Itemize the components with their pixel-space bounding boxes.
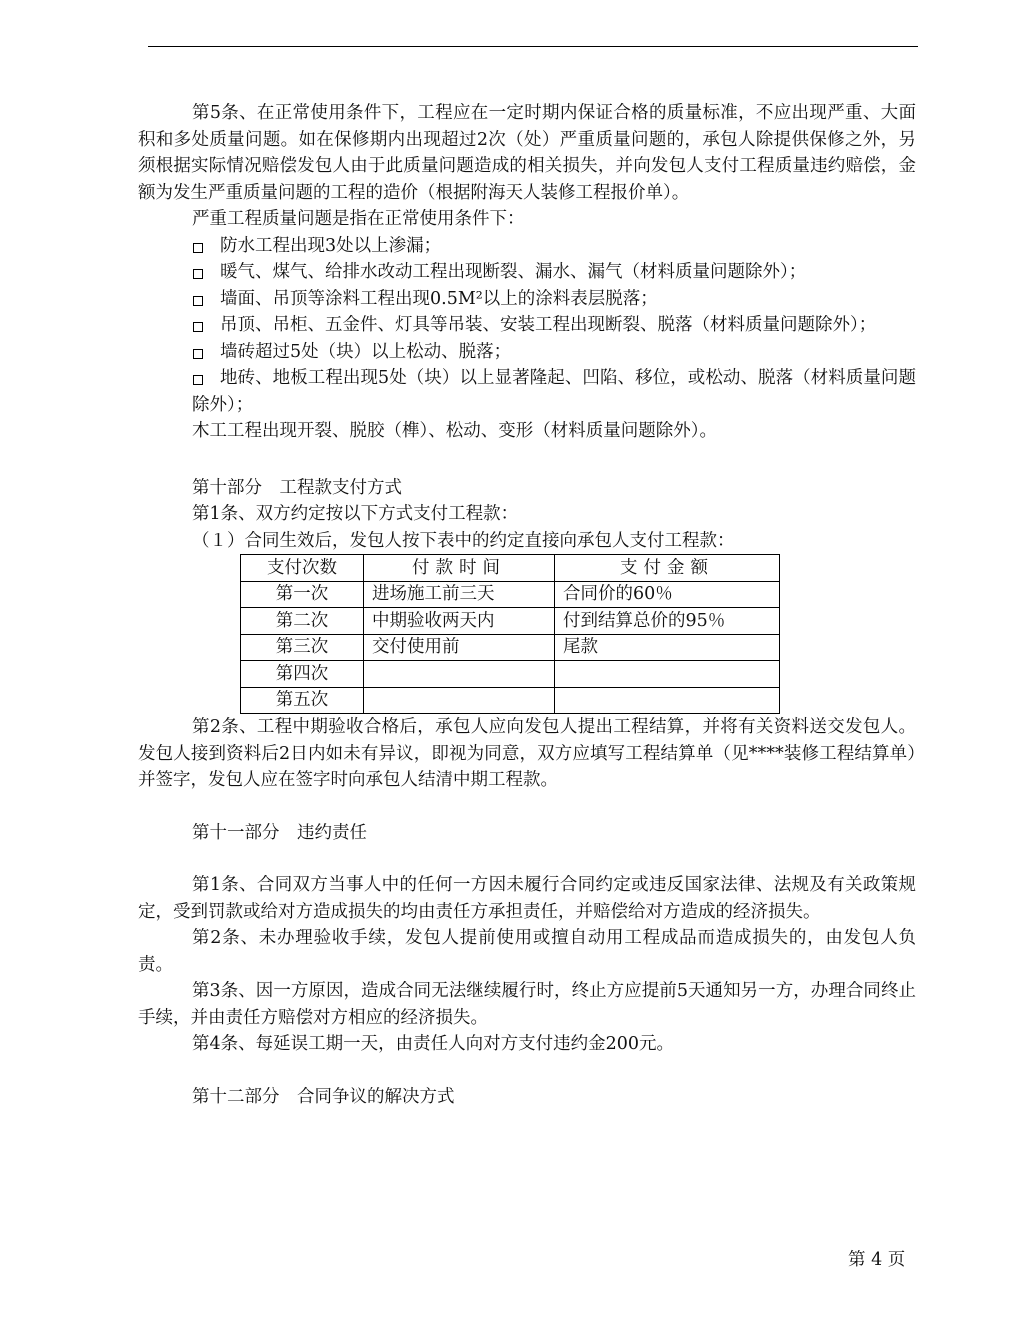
list-item-text: 墙砖超过5处（块）以上松动、脱落； [220, 341, 512, 362]
definition-intro: 严重工程质量问题是指在正常使用条件下： [192, 209, 525, 229]
checkbox-bullet-icon [193, 269, 203, 279]
list-item-text: 墙面、吊顶等涂料工程出现0.5M²以上的涂料表层脱落； [220, 288, 658, 309]
table-row [241, 661, 780, 688]
checkbox-bullet-icon [193, 296, 203, 306]
table-cell: 第二次 [241, 608, 364, 635]
table-row [241, 634, 780, 661]
document-body [138, 100, 916, 1110]
table-cell [555, 687, 780, 714]
list-item-text: 吊顶、吊柜、五金件、灯具等吊装、安装工程出现断裂、脱落（材料质量问题除外）； [220, 315, 877, 335]
list-item-text: 地砖、地板工程出现5处（块）以上显著隆起、凹陷、移位，或松动、脱落（材料质量问题除外）； [192, 368, 916, 415]
page-number: 第 4 页 [848, 1250, 906, 1270]
table-header-cell: 支付金额 [555, 555, 780, 582]
checkbox-bullet-icon [193, 243, 203, 253]
part11-article-4: 第4条、每延误工期一天，由责任人向对方支付违约金200元。 [192, 1034, 675, 1054]
section-heading-part-10: 第十部分 工程款支付方式 [192, 477, 402, 498]
table-row [241, 687, 780, 714]
list-item [138, 233, 916, 260]
list-item [138, 259, 916, 286]
part10-article-2: 第2条、工程中期验收合格后，承包人应向发包人提出工程结算，并将有关资料送交发包人。发包人接到资料后2日内如未有异议，即视为同意，双方应填写工程结算单（见****装修工程结算单）并签字，发包人应在签字时向承包人结清中期工程款。 [138, 717, 916, 790]
payment-schedule-table [240, 554, 780, 714]
table-header-cell: 支付次数 [241, 555, 364, 582]
section-heading-part-12: 第十二部分 合同争议的解决方式 [192, 1086, 455, 1107]
table-cell [364, 661, 555, 688]
list-item [138, 312, 916, 339]
table-cell: 进场施工前三天 [364, 581, 555, 608]
article-5-paragraph: 第5条、在正常使用条件下，工程应在一定时期内保证合格的质量标准，不应出现严重、大面积和多处质量问题。如在保修期内出现超过2次（处）严重质量问题的，承包人除提供保修之外，另须根据实际情况赔偿发包人由于此质量问题造成的相关损失，并向发包人支付工程质量违约赔偿，金额为发生严重质量问题的工程的造价（根据附海天人装修工程报价单）。 [138, 103, 916, 203]
table-row [241, 581, 780, 608]
list-item [138, 365, 916, 418]
table-cell: 中期验收两天内 [364, 608, 555, 635]
table-cell: 第四次 [241, 661, 364, 688]
header-rule [148, 46, 918, 47]
checkbox-bullet-icon [193, 349, 203, 359]
table-cell: 第一次 [241, 581, 364, 608]
part10-sub-1: （１）合同生效后，发包人按下表中的约定直接向承包人支付工程款： [192, 530, 735, 551]
table-cell: 第三次 [241, 634, 364, 661]
table-cell: 合同价的60％ [555, 581, 780, 608]
table-cell: 交付使用前 [364, 634, 555, 661]
list-item-text: 防水工程出现3处以上渗漏； [220, 235, 442, 256]
part11-article-1: 第1条、合同双方当事人中的任何一方因未履行合同约定或违反国家法律、法规及有关政策规定，受到罚款或给对方造成损失的均由责任方承担责任，并赔偿给对方造成的经济损失。 [138, 875, 916, 922]
table-header-cell: 付款时间 [364, 555, 555, 582]
table-cell [364, 687, 555, 714]
table-row [241, 608, 780, 635]
table-cell: 第五次 [241, 687, 364, 714]
section-heading-part-11: 第十一部分 违约责任 [192, 822, 367, 843]
list-last-item: 木工工程出现开裂、脱胶（榫）、松动、变形（材料质量问题除外）。 [192, 421, 717, 441]
part11-article-2: 第2条、未办理验收手续，发包人提前使用或擅自动用工程成品而造成损失的，由发包人负责。 [138, 928, 916, 975]
part11-article-3: 第3条、因一方原因，造成合同无法继续履行时，终止方应提前5天通知另一方，办理合同终止手续，并由责任方赔偿对方相应的经济损失。 [138, 981, 916, 1028]
checkbox-bullet-icon [193, 322, 203, 332]
part10-article-1: 第1条、双方约定按以下方式支付工程款： [192, 504, 519, 524]
list-item [138, 339, 916, 366]
list-item-text: 暖气、煤气、给排水改动工程出现断裂、漏水、漏气（材料质量问题除外）； [220, 262, 807, 282]
table-header-row [241, 555, 780, 582]
table-cell: 付到结算总价的95％ [555, 608, 780, 635]
table-cell: 尾款 [555, 634, 780, 661]
list-item [138, 286, 916, 313]
table-cell [555, 661, 780, 688]
checkbox-bullet-icon [193, 375, 203, 385]
